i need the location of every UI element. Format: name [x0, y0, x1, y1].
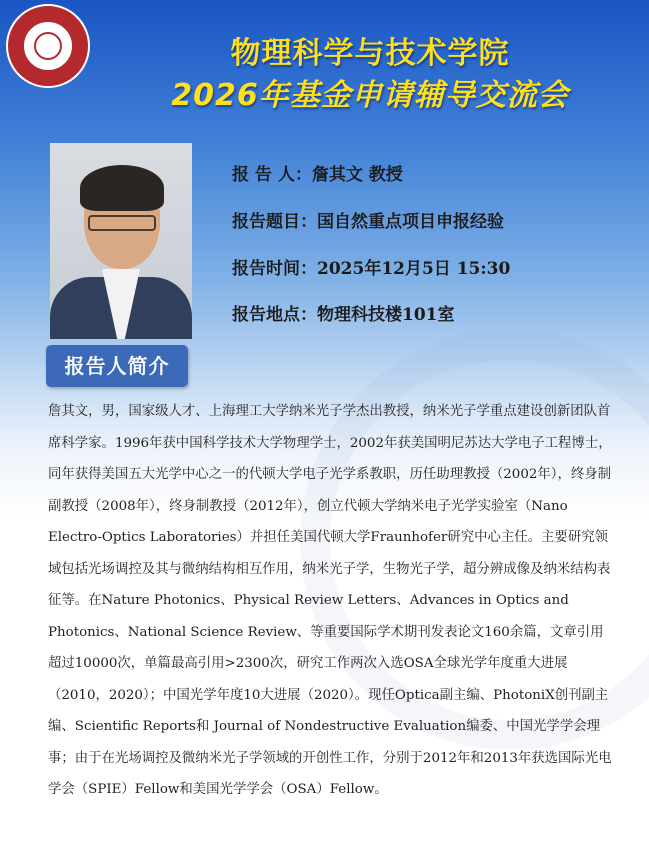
speaker-bio: 詹其文，男，国家级人才、上海理工大学纳米光子学杰出教授，纳米光子学重点建设创新团队首席科学家。1996年获中国科学技术大学物理学士，2002年获美国明尼苏达大学电子工程博士，同年获得美国五大光学中心之一的代顿大学电子光学系教职，历任助理教授（2002年），终身制副教授（2008年），终身制教授（2012年），创立代顿大学纳米电子光学实验室（Nano Electro-Optics Laboratories）并担任美国代顿大学Fraunhofer研究中心主任。主要研究领域包括光场调控及其与微纳结构相互作用，纳米光子学，生物光子学，超分辨成像及纳米结构表征等。在Nature Photonics、Physical Review Letters、Advances in Optics and Photonics、National Science Review、等重要国际学术期刊发表论文160余篇，文章引用超过10000次，单篇最高引用>2300次，研究工作两次入选OSA全球光学年度重大进展（2010，2020）；中国光学年度10大进展（2020）。现任Optica副主编、PhotoniX创刊副主编、Scientific Reports和 Journal of Nondestructive Evaluation编委、中国光学学会理事；由于在光场调控及微纳米光子学领域的开创性工作，分别于2012年和2013年获选国际光电学会（SPIE）Fellow和美国光学学会（OSA）Fellow。 — [48, 404, 612, 797]
info-time — [232, 254, 510, 279]
info-topic-label: 报告题目： — [232, 212, 317, 232]
info-topic-value: 国自然重点项目申报经验 — [317, 212, 504, 232]
bio-heading-tab: 报告人简介 — [46, 345, 188, 387]
info-topic — [232, 207, 504, 232]
speaker-photo — [50, 143, 192, 339]
info-speaker-value: 詹其文 教授 — [311, 165, 403, 185]
university-logo — [6, 4, 90, 88]
info-speaker — [232, 160, 403, 185]
info-location-value: 物理科技楼101室 — [317, 305, 455, 325]
photo-hair — [80, 165, 164, 211]
photo-glasses — [88, 215, 156, 231]
info-speaker-label: 报 告 人： — [232, 165, 312, 185]
info-time-value: 2025年12月5日 15:30 — [317, 259, 511, 279]
logo-emblem-icon — [22, 20, 74, 72]
info-location-label: 报告地点： — [232, 305, 317, 325]
info-location — [232, 300, 455, 325]
poster-title: 物理科学与技术学院 — [230, 36, 510, 71]
info-time-label: 报告时间： — [232, 259, 317, 279]
poster-subtitle: 2026年基金申请辅导交流会 — [171, 78, 569, 113]
